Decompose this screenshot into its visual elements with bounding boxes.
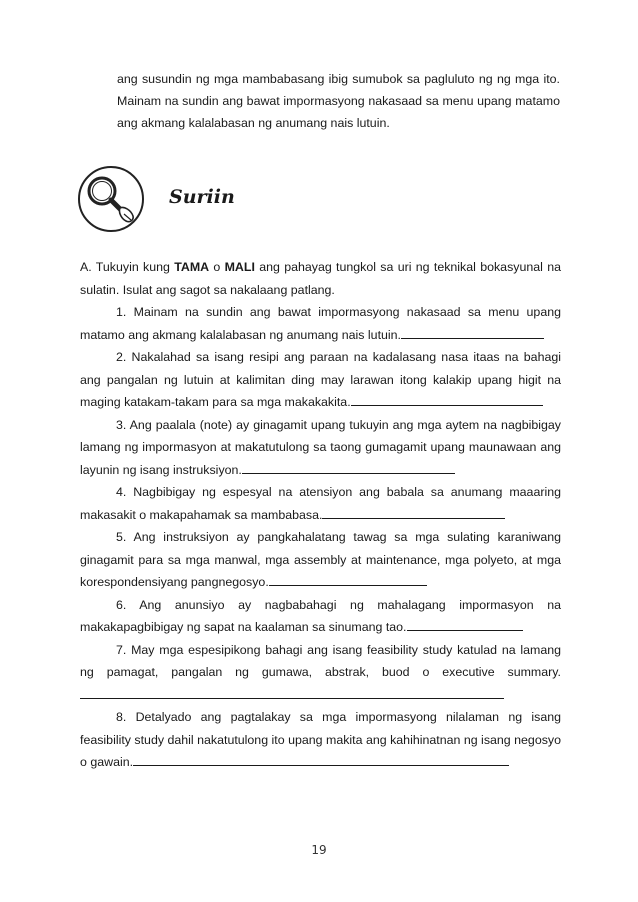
item-5: 5. Ang instruksiyon ay pangkahalatang tawag sa mga sulating karaniwang ginagamit para sa mga manwal, mga assembly at maintenance, mga polyeto, at mga korespondensiyang pangnegosyo.	[80, 530, 561, 589]
answer-blank-6[interactable]	[407, 616, 523, 631]
magnifying-glass-icon	[76, 164, 146, 234]
item-6: 6. Ang anunsiyo ay nagbabahagi ng mahalagang impormasyon na makakapagbibigay ng sapat na kaalaman sa sinumang tao.	[80, 597, 561, 634]
mali-label: MALI	[224, 260, 255, 274]
item-3: 3. Ang paalala (note) ay ginagamit upang tukuyin ang mga aytem na nagbibigay lamang ng impormasyon at makatutulong sa taong gumagamit upang maunawaan ang layunin ng isang instruksiyon.	[80, 417, 561, 477]
answer-blank-8[interactable]	[133, 751, 509, 766]
instruction-text: A. Tukuyin kung TAMA o MALI ang pahayag tungkol sa uri ng teknikal bokasyunal na sulatin. Isulat ang sagot sa nakalaang patlang.	[80, 260, 561, 297]
section-header	[76, 164, 276, 236]
page-number: 19	[311, 843, 327, 857]
item-1: 1. Mainam na sundin ang bawat impormasyong nakasaad sa menu upang matamo ang akmang kalalabasan ng anumang nais lutuin.	[80, 305, 561, 342]
tama-label: TAMA	[174, 260, 210, 274]
answer-blank-1[interactable]	[401, 324, 544, 339]
answer-blank-7[interactable]	[80, 684, 504, 699]
intro-paragraph: ang susundin ng mga mambabasang ibig sumubok sa pagluluto ng ng mga ito. Mainam na sundin ang bawat impormasyong nakasaad sa menu upang matamo ang akmang kalalabasan ng anumang nais lutuin.	[117, 72, 560, 130]
answer-blank-3[interactable]	[242, 459, 455, 474]
section-title: Suriin	[169, 186, 235, 208]
activity-section	[80, 256, 561, 774]
answer-blank-4[interactable]	[322, 504, 505, 519]
answer-blank-2[interactable]	[351, 391, 543, 406]
item-8: 8. Detalyado ang pagtalakay sa mga impormasyong nilalaman ng isang feasibility study dahil nakatutulong ito upang makita ang kahihinatnan ng isang negosyo o gawain.	[80, 710, 561, 769]
item-7: 7. May mga espesipikong bahagi ang isang feasibility study katulad na lamang ng pamagat, pangalan ng gumawa, abstrak, buod o executive summary.	[80, 639, 561, 707]
item-4: 4. Nagbibigay ng espesyal na atensiyon ang babala sa anumang maaaring makasakit o makapahamak sa mambabasa.	[80, 485, 561, 522]
answer-blank-5[interactable]	[269, 571, 427, 586]
item-2: 2. Nakalahad sa isang resipi ang paraan na kadalasang nasa itaas na bahagi ang pangalan ng lutuin at kalimitan ding may larawan itong kalakip upang higit na maging katakam-takam para sa mga makakakita.	[80, 350, 561, 409]
